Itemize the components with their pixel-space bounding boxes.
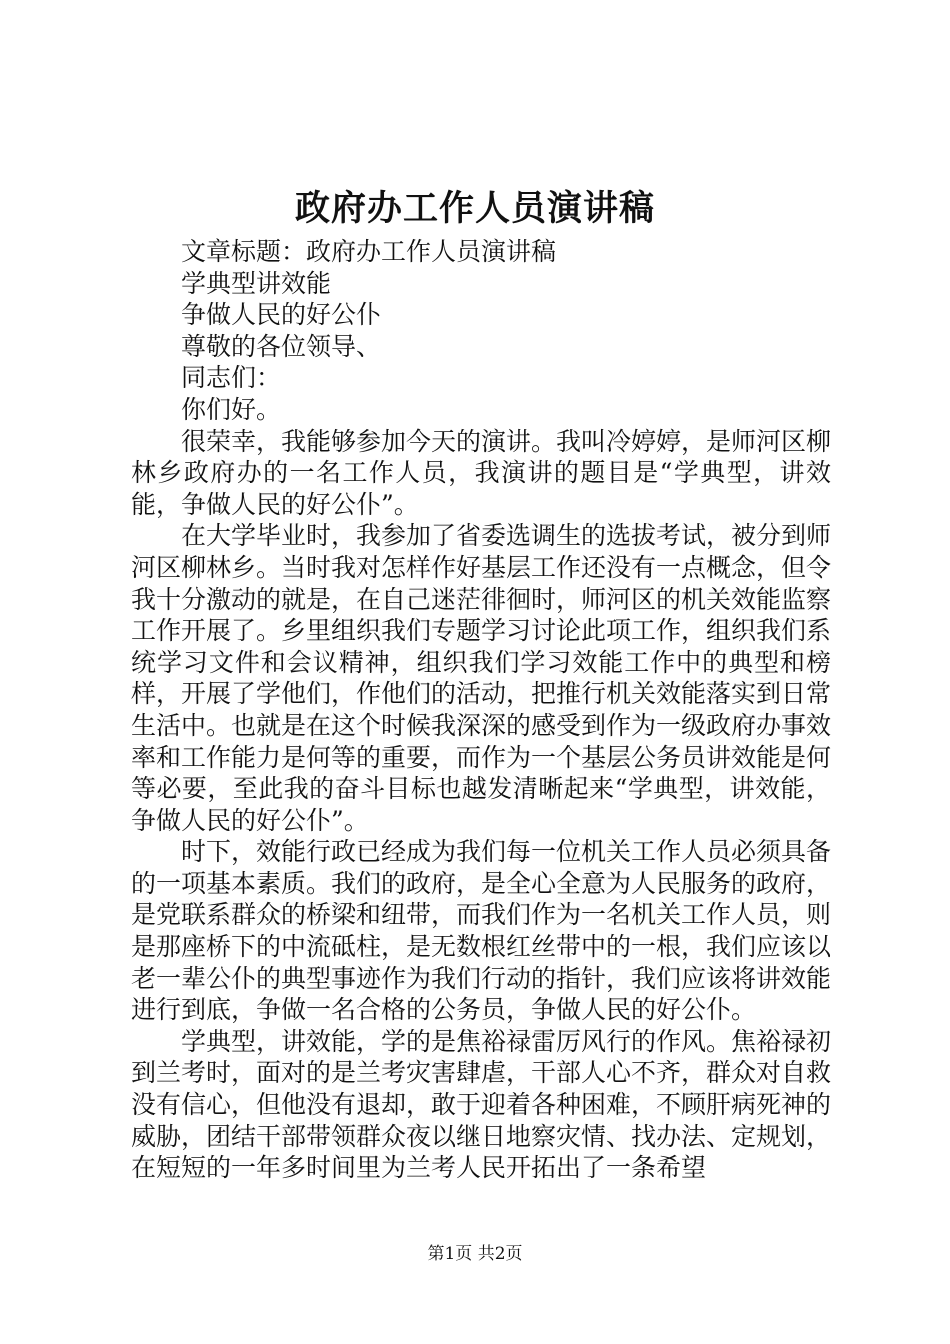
paragraph-body-2: 时下，效能行政已经成为我们每一位机关工作人员必须具备的一项基本素质。我们的政府，是全心全意为人民服务的政府，是党联系群众的桥梁和纽带，而我们作为一名机关工作人员，则是那座桥下的中流砥柱，是无数根红丝带中的一根，我们应该以老一辈公仆的典型事迹作为我们行动的指针，我们应该将讲效能进行到底，争做一名合格的公务员，争做人民的好公仆。 [131,837,832,1025]
paragraph-body-1: 在大学毕业时，我参加了省委选调生的选拔考试，被分到师河区柳林乡。当时我对怎样作好基层工作还没有一点概念，但令我十分激动的就是，在自己迷茫徘徊时，师河区的机关效能监察工作开展了。乡里组织我们专题学习讨论此项工作，组织我们系统学习文件和会议精神，组织我们学习效能工作中的典型和榜样，开展了学他们，作他们的活动，把推行机关效能落实到日常生活中。也就是在这个时候我深深的感受到作为一级政府办事效率和工作能力是何等的重要，而作为一个基层公务员讲效能是何等必要，至此我的奋斗目标也越发清晰起来“学典型，讲效能，争做人民的好公仆”。 [131,521,832,835]
paragraph-salutation-1: 尊敬的各位领导、 [181,331,382,361]
paragraph-subtitle-2: 争做人民的好公仆 [181,300,382,330]
paragraph-salutation-2: 同志们： [181,363,282,393]
document-title: 政府办工作人员演讲稿 [294,188,655,229]
paragraph-greeting: 你们好。 [181,394,282,424]
document-body [131,236,831,1184]
paragraph-subtitle-1: 学典型讲效能 [181,268,332,298]
paragraph-article-title: 文章标题：政府办工作人员演讲稿 [181,237,557,266]
paragraph-intro: 很荣幸，我能够参加今天的演讲。我叫冷婷婷，是师河区柳林乡政府办的一名工作人员，我演讲的题目是“学典型，讲效能，争做人民的好公仆”。 [131,426,832,519]
paragraph-body-3: 学典型，讲效能，学的是焦裕禄雷厉风行的作风。焦裕禄初到兰考时，面对的是兰考灾害肆虐，干部人心不齐，群众对自救没有信心，但他没有退却，敢于迎着各种困难，不顾肝病死神的威胁，团结干部带领群众夜以继日地察灾情、找办法、定规划，在短短的一年多时间里为兰考人民开拓出了一条希望 [131,1026,832,1183]
page-number-footer: 第1页 共2页 [427,1244,523,1264]
